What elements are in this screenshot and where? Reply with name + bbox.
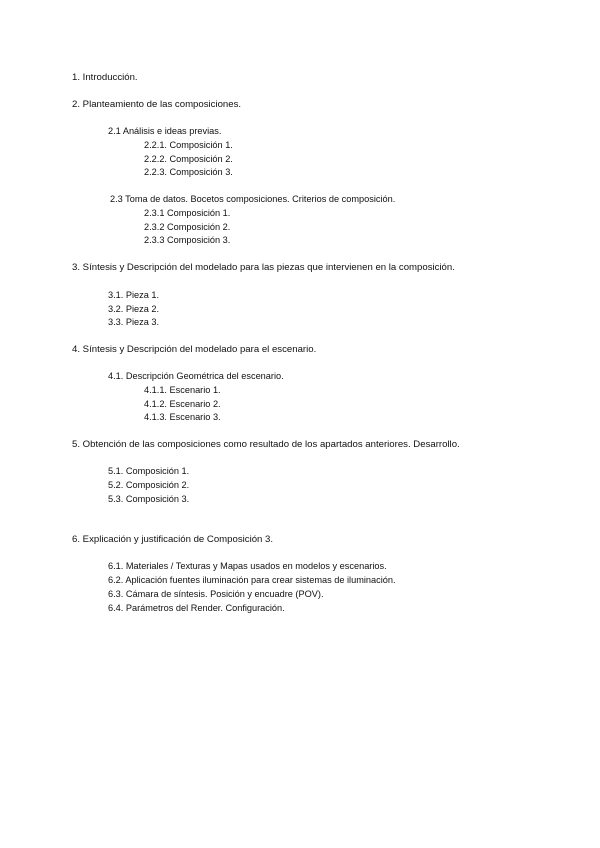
toc-item-6-2: 6.2. Aplicación fuentes iluminación para crear sistemas de iluminación. [108, 575, 396, 585]
toc-item-2: 2. Planteamiento de las composiciones. [72, 99, 242, 110]
toc-item-5-3: 5.3. Composición 3. [108, 494, 190, 504]
toc-item-2-3-3: 2.3.3 Composición 3. [144, 235, 231, 245]
toc-item-4-1-2: 4.1.2. Escenario 2. [144, 399, 221, 409]
toc-item-3-2: 3.2. Pieza 2. [108, 304, 160, 314]
toc-item-3: 3. Síntesis y Descripción del modelado para las piezas que intervienen en la composición. [72, 262, 455, 273]
toc-item-6: 6. Explicación y justificación de Composición 3. [72, 534, 274, 545]
toc-item-2-2-1: 2.2.1. Composición 1. [144, 140, 233, 150]
toc-item-1: 1. Introducción. [72, 72, 138, 83]
toc-item-3-3: 3.3. Pieza 3. [108, 317, 160, 327]
toc-item-2-3-2: 2.3.2 Composición 2. [144, 222, 231, 232]
toc-item-6-3: 6.3. Cámara de síntesis. Posición y encuadre (POV). [108, 589, 324, 599]
toc-item-4: 4. Síntesis y Descripción del modelado para el escenario. [72, 344, 317, 355]
toc-item-2-1: 2.1 Análisis e ideas previas. [108, 126, 222, 136]
toc-item-4-1-1: 4.1.1. Escenario 1. [144, 385, 221, 395]
toc-item-3-1: 3.1. Pieza 1. [108, 290, 160, 300]
toc-item-4-1: 4.1. Descripción Geométrica del escenario. [108, 371, 284, 381]
toc-item-5-1: 5.1. Composición 1. [108, 466, 190, 476]
toc-item-5: 5. Obtención de las composiciones como resultado de los apartados anteriores. Desarrollo. [72, 439, 460, 450]
toc-item-4-1-3: 4.1.3. Escenario 3. [144, 412, 221, 422]
toc-item-6-1: 6.1. Materiales / Texturas y Mapas usados en modelos y escenarios. [108, 561, 387, 571]
toc-item-2-3: 2.3 Toma de datos. Bocetos composiciones. Criterios de composición. [110, 194, 396, 204]
toc-item-2-3-1: 2.3.1 Composición 1. [144, 208, 231, 218]
toc-item-6-4: 6.4. Parámetros del Render. Configuración. [108, 603, 285, 613]
toc-item-2-2-3: 2.2.3. Composición 3. [144, 167, 233, 177]
toc-item-2-2-2: 2.2.2. Composición 2. [144, 154, 233, 164]
toc-item-5-2: 5.2. Composición 2. [108, 480, 190, 490]
